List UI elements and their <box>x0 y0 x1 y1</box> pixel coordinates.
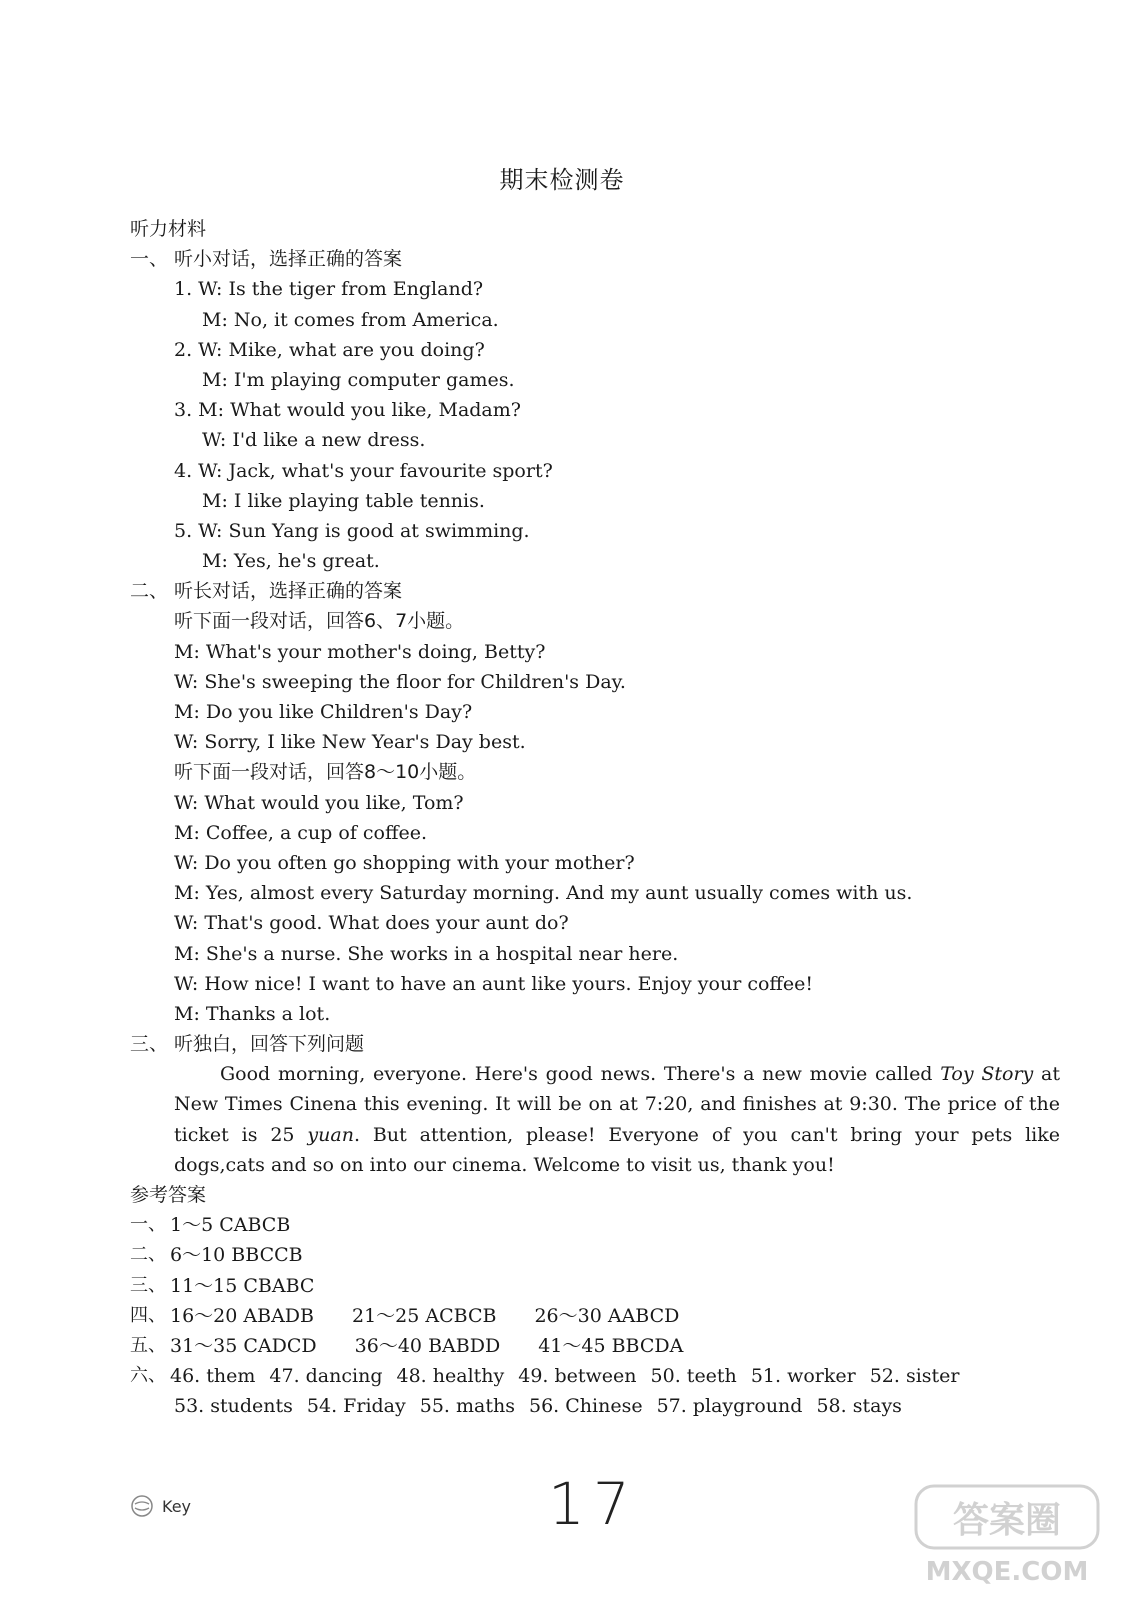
monologue-part3: . But attention, please! Everyone of you can't bring your pets like dogs,cats and so on into our cinema. Welcome to visit us, thank you! <box>174 1123 1061 1176</box>
answer-row <box>130 1301 1060 1331</box>
word-answer: 50. teeth <box>650 1365 737 1388</box>
footer-key <box>130 1494 191 1518</box>
monologue-paragraph <box>130 1059 1060 1180</box>
word-answer: 46. them <box>170 1365 256 1388</box>
s1-q3: 3. M: What would you like, Madam? <box>174 399 521 422</box>
word-answer: 53. students <box>174 1395 293 1418</box>
answer-group: 31～35 CADCD <box>170 1335 317 1357</box>
monologue-part2: at New Times Cinena this evening. It will be on at 7:20, and finishes at 9:30. The price of the ticket is 25 <box>174 1063 1060 1146</box>
listening-heading: 听力材料 <box>130 218 207 240</box>
content <box>130 214 1060 1422</box>
section3-heading: 三、 听独白，回答下列问题 <box>130 1033 365 1056</box>
s1-a5: M: Yes, he's great. <box>202 550 380 573</box>
s1-q4: 4. W: Jack, what's your favourite sport? <box>174 459 553 482</box>
watermark-text: 答案圈 <box>952 1500 1062 1541</box>
s2-d1-line: W: Sorry, I like New Year's Day best. <box>174 731 526 754</box>
s1-a2: M: I'm playing computer games. <box>202 368 515 391</box>
s2-intro1: 听下面一段对话，回答6、7小题。 <box>174 610 465 633</box>
word-answer: 48. healthy <box>396 1365 505 1388</box>
s1-a1: M: No, it comes from America. <box>202 308 499 331</box>
word-answers-line1 <box>170 1361 974 1391</box>
answer-row-label: 一、 <box>130 1214 166 1236</box>
section1-heading: 一、 听小对话，选择正确的答案 <box>130 248 403 271</box>
answer-group: 16～20 ABADB <box>170 1304 314 1327</box>
s2-d1-line: M: Do you like Children's Day? <box>174 701 473 723</box>
key-logo-icon <box>130 1494 154 1518</box>
s2-d2-line: W: What would you like, Tom? <box>174 791 464 814</box>
word-answers-line2 <box>130 1391 1060 1421</box>
s1-q1: 1. W: Is the tiger from England? <box>174 278 484 301</box>
watermark-url: MXQE.COM <box>925 1557 1089 1587</box>
answer-row <box>130 1271 1060 1301</box>
key-label: Key <box>162 1496 192 1516</box>
movie-title: Toy Story <box>940 1063 1034 1086</box>
s2-d1-line: W: She's sweeping the floor for Children's Day. <box>174 670 626 693</box>
word-answer: 55. maths <box>419 1395 515 1418</box>
monologue-part1: Good morning, everyone. Here's good news. There's a new movie called <box>220 1063 941 1086</box>
word-answer: 49. between <box>518 1365 637 1388</box>
answer-row-label: 三、 <box>130 1274 166 1296</box>
word-answer: 56. Chinese <box>528 1395 643 1418</box>
s2-d2-line: M: Yes, almost every Saturday morning. And my aunt usually comes with us. <box>174 882 913 905</box>
s2-d2-line: W: That's good. What does your aunt do? <box>174 912 569 935</box>
word-answer: 58. stays <box>816 1395 902 1418</box>
currency-yuan: yuan <box>307 1123 354 1146</box>
s2-d2-line: M: Thanks a lot. <box>174 1002 331 1025</box>
section2-heading: 二、 听长对话，选择正确的答案 <box>130 580 403 603</box>
answer-group: 1～5 CABCB <box>170 1214 291 1237</box>
answer-group: 21～25 ACBCB <box>352 1304 497 1327</box>
answer-group: 26～30 AABCD <box>534 1304 680 1327</box>
answer-row-label: 五、 <box>130 1335 166 1356</box>
answer-group: 11～15 CBABC <box>170 1274 315 1297</box>
s2-d2-line: W: How nice! I want to have an aunt like yours. Enjoy your coffee! <box>174 972 814 995</box>
word-answer: 57. playground <box>656 1395 803 1418</box>
answer-group: 6～10 BBCCB <box>170 1244 303 1267</box>
answer-group: 36～40 BABDD <box>354 1335 501 1357</box>
s2-d2-line: M: Coffee, a cup of coffee. <box>174 821 428 844</box>
page-title: 期末检测卷 <box>499 166 625 194</box>
s2-intro2: 听下面一段对话，回答8～10小题。 <box>174 761 477 784</box>
word-answer: 54. Friday <box>306 1395 406 1418</box>
answers-heading: 参考答案 <box>130 1184 207 1207</box>
answer-group: 41～45 BBCDA <box>538 1335 684 1357</box>
s1-a4: M: I like playing table tennis. <box>202 489 485 512</box>
answer-row <box>130 1331 1060 1361</box>
answer-row-label: 四、 <box>130 1304 166 1326</box>
s2-d2-line: W: Do you often go shopping with your mother? <box>174 851 635 874</box>
answer-row-label: 二、 <box>130 1244 166 1266</box>
word-answer: 52. sister <box>869 1365 960 1388</box>
word-answer: 47. dancing <box>269 1365 383 1388</box>
s2-d1-line: M: What's your mother's doing, Betty? <box>174 640 546 663</box>
answer-row-words <box>130 1361 1060 1391</box>
answer-row <box>130 1210 1060 1240</box>
word-answer: 51. worker <box>750 1365 856 1388</box>
page-number: 17 <box>548 1470 638 1538</box>
watermark-logo-icon <box>912 1482 1102 1592</box>
answer-row-label: 六、 <box>130 1365 166 1387</box>
s1-a3: W: I'd like a new dress. <box>202 429 426 452</box>
s2-d2-line: M: She's a nurse. She works in a hospital near here. <box>174 942 679 965</box>
answer-row <box>130 1240 1060 1270</box>
s1-q5: 5. W: Sun Yang is good at swimming. <box>174 519 530 542</box>
s1-q2: 2. W: Mike, what are you doing? <box>174 338 485 361</box>
